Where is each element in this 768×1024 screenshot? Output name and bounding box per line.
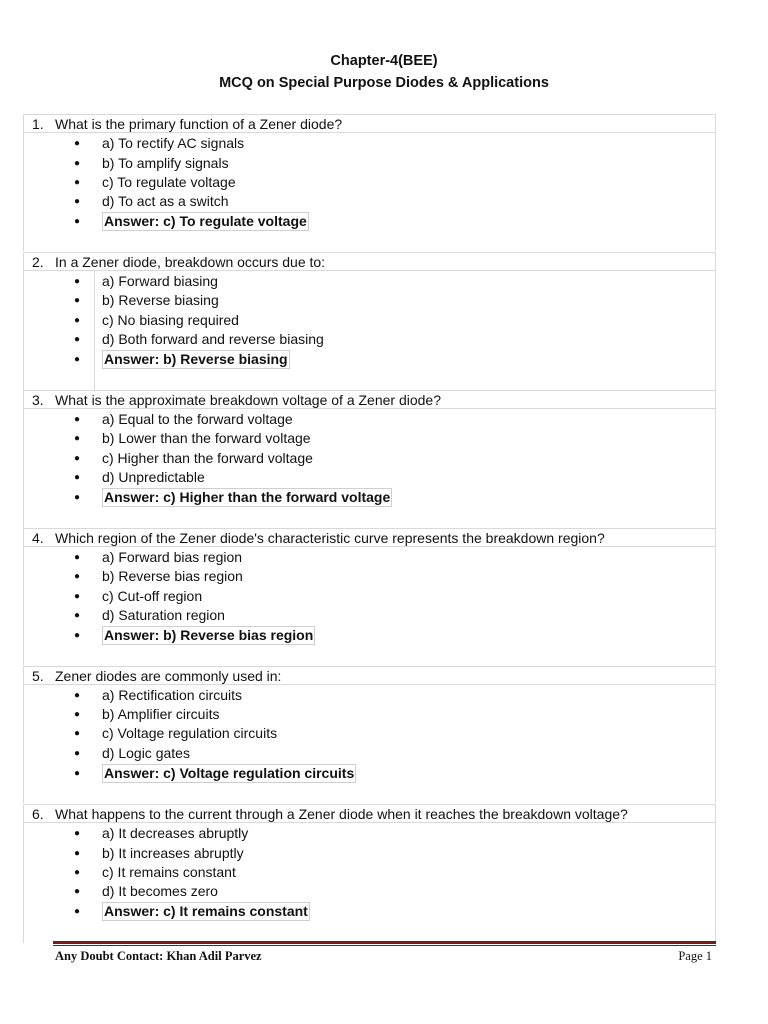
bullet-icon: ● — [74, 728, 81, 739]
bullet-icon: ● — [74, 492, 81, 503]
option-text: b) Lower than the forward voltage — [102, 430, 311, 446]
question-options — [23, 409, 716, 528]
option-text: a) Rectification circuits — [102, 687, 243, 703]
bullet-icon: ● — [74, 196, 81, 207]
bullet-icon: ● — [74, 472, 81, 483]
option-text: c) Cut-off region — [102, 588, 203, 604]
bullet-icon: ● — [74, 886, 81, 897]
bullet-icon: ● — [74, 610, 81, 621]
question-header — [23, 666, 716, 685]
question-number: 1. — [32, 116, 44, 132]
option-text: a) Forward bias region — [102, 549, 243, 565]
bullet-icon: ● — [74, 906, 81, 917]
question-number: 6. — [32, 806, 44, 822]
answer-text: Answer: c) Voltage regulation circuits — [104, 765, 355, 781]
option-text: c) To regulate voltage — [102, 174, 236, 190]
document-title: MCQ on Special Purpose Diodes & Applications — [219, 75, 549, 91]
question-number: 2. — [32, 254, 44, 270]
option-text: c) It remains constant — [102, 864, 236, 880]
question-header — [23, 114, 716, 133]
question-text: What happens to the current through a Zener diode when it reaches the breakdown voltage? — [55, 806, 628, 822]
bullet-icon: ● — [74, 748, 81, 759]
option-text: d) Both forward and reverse biasing — [102, 331, 324, 347]
option-text: d) Logic gates — [102, 745, 190, 761]
question-1 — [23, 114, 716, 251]
bullet-icon: ● — [74, 453, 81, 464]
answer-text: Answer: c) It remains constant — [104, 903, 308, 919]
question-text: Zener diodes are commonly used in: — [55, 668, 282, 684]
question-text: What is the primary function of a Zener diode? — [55, 116, 343, 132]
footer-rule-thin — [53, 945, 716, 946]
question-number: 4. — [32, 530, 44, 546]
question-options — [23, 547, 716, 665]
question-text: In a Zener diode, breakdown occurs due to: — [55, 254, 326, 270]
option-text: b) Reverse biasing — [102, 292, 219, 308]
bullet-icon: ● — [74, 848, 81, 859]
question-number: 3. — [32, 392, 44, 408]
option-text: b) Amplifier circuits — [102, 706, 220, 722]
bullet-icon: ● — [74, 433, 81, 444]
answer-text: Answer: b) Reverse bias region — [104, 627, 314, 643]
bullet-icon: ● — [74, 768, 81, 779]
option-text: c) Voltage regulation circuits — [102, 725, 278, 741]
question-header — [23, 390, 716, 409]
bullet-icon: ● — [74, 630, 81, 641]
question-options — [23, 133, 716, 251]
bullet-icon: ● — [74, 276, 81, 287]
bullet-icon: ● — [74, 414, 81, 425]
question-number: 5. — [32, 668, 44, 684]
bullet-icon: ● — [74, 216, 81, 227]
question-options — [23, 271, 716, 390]
option-text: d) Saturation region — [102, 607, 225, 623]
answer-text: Answer: b) Reverse biasing — [104, 351, 288, 367]
table-divider — [94, 271, 95, 390]
option-text: d) Unpredictable — [102, 469, 205, 485]
option-text: a) To rectify AC signals — [102, 135, 245, 151]
option-text: c) Higher than the forward voltage — [102, 450, 313, 466]
question-header — [23, 804, 716, 823]
question-2 — [23, 252, 716, 390]
option-text: b) Reverse bias region — [102, 568, 243, 584]
page-number: Page 1 — [678, 949, 712, 963]
option-text: a) It decreases abruptly — [102, 825, 249, 841]
option-text: d) To act as a switch — [102, 193, 229, 209]
question-header — [23, 528, 716, 547]
bullet-icon: ● — [74, 354, 81, 365]
bullet-icon: ● — [74, 571, 81, 582]
option-text: b) To amplify signals — [102, 155, 229, 171]
bullet-icon: ● — [74, 709, 81, 720]
option-text: c) No biasing required — [102, 312, 239, 328]
bullet-icon: ● — [74, 334, 81, 345]
option-text: a) Forward biasing — [102, 273, 218, 289]
option-text: b) It increases abruptly — [102, 845, 244, 861]
question-options — [23, 823, 716, 943]
question-6 — [23, 804, 716, 943]
bullet-icon: ● — [74, 828, 81, 839]
question-3 — [23, 390, 716, 528]
bullet-icon: ● — [74, 177, 81, 188]
bullet-icon: ● — [74, 690, 81, 701]
bullet-icon: ● — [74, 158, 81, 169]
question-options — [23, 685, 716, 803]
question-text: What is the approximate breakdown voltage of a Zener diode? — [55, 392, 442, 408]
option-text: a) Equal to the forward voltage — [102, 411, 293, 427]
question-4 — [23, 528, 716, 665]
question-5 — [23, 666, 716, 803]
option-text: d) It becomes zero — [102, 883, 218, 899]
footer-contact: Any Doubt Contact: Khan Adil Parvez — [55, 949, 262, 963]
bullet-icon: ● — [74, 867, 81, 878]
bullet-icon: ● — [74, 591, 81, 602]
answer-text: Answer: c) To regulate voltage — [104, 213, 307, 229]
footer-rule — [53, 941, 716, 944]
bullet-icon: ● — [74, 315, 81, 326]
bullet-icon: ● — [74, 295, 81, 306]
bullet-icon: ● — [74, 552, 81, 563]
bullet-icon: ● — [74, 138, 81, 149]
chapter-title: Chapter-4(BEE) — [330, 53, 438, 69]
question-text: Which region of the Zener diode's characteristic curve represents the breakdown region? — [55, 530, 605, 546]
question-header — [23, 252, 716, 271]
answer-text: Answer: c) Higher than the forward voltage — [104, 489, 391, 505]
